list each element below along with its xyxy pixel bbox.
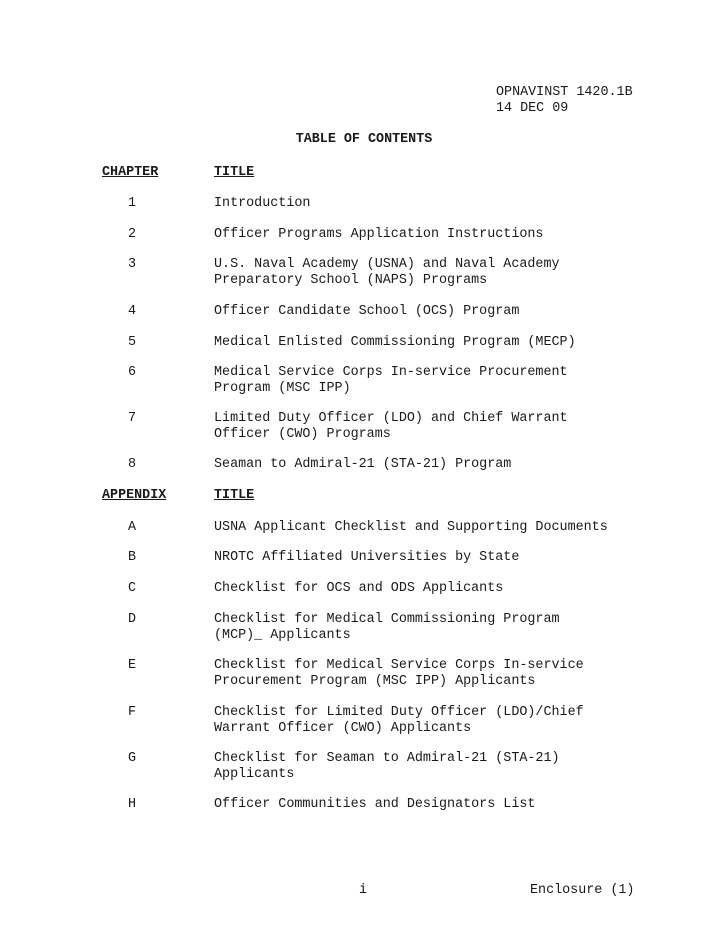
chapter-title-column-heading: TITLE xyxy=(214,165,255,180)
entry-title: Checklist for Limited Duty Officer (LDO)/Chief Warrant Officer (CWO) Applicants xyxy=(214,705,584,736)
entry-title: NROTC Affiliated Universities by State xyxy=(214,550,520,565)
page-number: i xyxy=(359,883,368,898)
enclosure-label: Enclosure (1) xyxy=(530,883,635,898)
document-header xyxy=(496,85,633,117)
document-date: 14 DEC 09 xyxy=(496,101,569,116)
entry-number: D xyxy=(128,612,137,627)
entry-title: Checklist for Medical Service Corps In-service Procurement Program (MSC IPP) Applicants xyxy=(214,658,584,689)
entry-title: Checklist for Medical Commissioning Program (MCP)_ Applicants xyxy=(214,612,560,643)
entry-number: F xyxy=(128,705,137,720)
entry-number: E xyxy=(128,658,137,673)
appendix-title-column-heading: TITLE xyxy=(214,488,255,503)
entry-title: Checklist for OCS and ODS Applicants xyxy=(214,581,504,596)
entry-number: G xyxy=(128,751,137,766)
entry-number: 5 xyxy=(128,335,137,350)
entry-number: 1 xyxy=(128,196,137,211)
entry-number: B xyxy=(128,550,137,565)
toc-title: TABLE OF CONTENTS xyxy=(295,132,433,147)
entry-title: Limited Duty Officer (LDO) and Chief Warrant Officer (CWO) Programs xyxy=(214,411,568,442)
document-id: OPNAVINST 1420.1B xyxy=(496,85,633,100)
entry-title: Seaman to Admiral-21 (STA-21) Program xyxy=(214,457,512,472)
entry-number: C xyxy=(128,581,137,596)
entry-title: Checklist for Seaman to Admiral-21 (STA-21) Applicants xyxy=(214,751,560,782)
chapter-column-heading: CHAPTER xyxy=(102,165,159,180)
entry-title: Officer Communities and Designators List xyxy=(214,797,536,812)
entry-number: 8 xyxy=(128,457,137,472)
entry-title: Officer Programs Application Instructions xyxy=(214,227,544,242)
entry-number: 2 xyxy=(128,227,137,242)
entry-number: 7 xyxy=(128,411,137,426)
appendix-column-heading: APPENDIX xyxy=(102,488,167,503)
entry-number: A xyxy=(128,520,137,535)
entry-title: Introduction xyxy=(214,196,311,211)
entry-number: 4 xyxy=(128,304,137,319)
entry-title: U.S. Naval Academy (USNA) and Naval Academy Preparatory School (NAPS) Programs xyxy=(214,257,560,288)
entry-number: 3 xyxy=(128,257,137,272)
entry-title: Officer Candidate School (OCS) Program xyxy=(214,304,520,319)
entry-number: 6 xyxy=(128,365,137,380)
entry-title: Medical Enlisted Commissioning Program (MECP) xyxy=(214,335,576,350)
entry-title: Medical Service Corps In-service Procurement Program (MSC IPP) xyxy=(214,365,568,396)
entry-title: USNA Applicant Checklist and Supporting Documents xyxy=(214,520,608,535)
entry-number: H xyxy=(128,797,137,812)
